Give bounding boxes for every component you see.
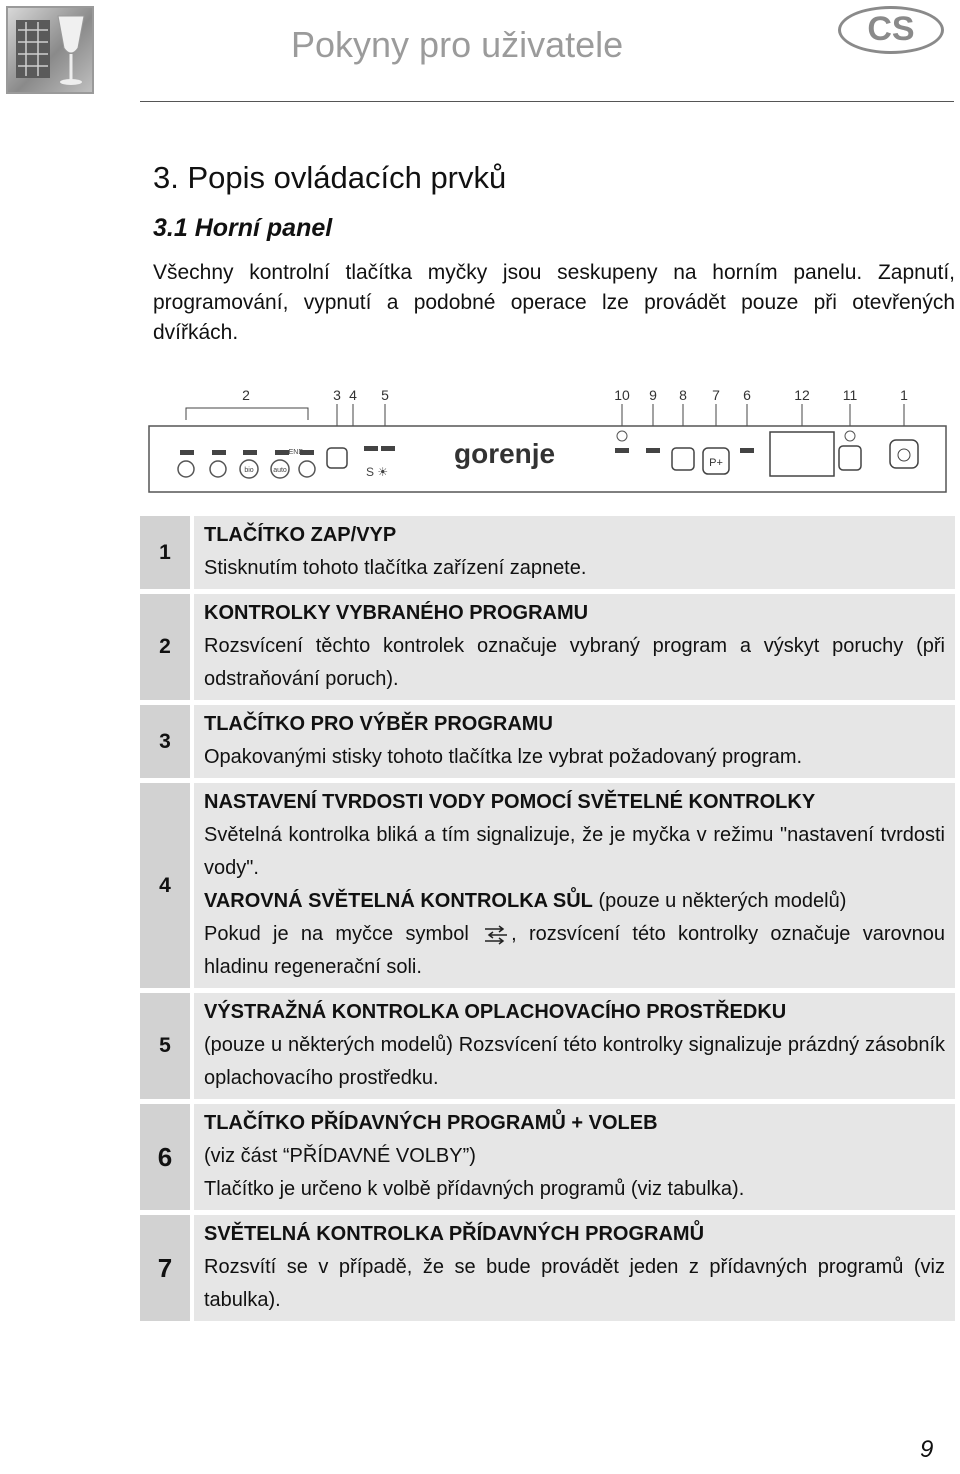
header-logo (6, 6, 94, 94)
page-number: 9 (920, 1436, 934, 1463)
table-row (140, 783, 955, 988)
callout-10: 10 (614, 387, 630, 403)
row-description (194, 783, 955, 988)
callout-numbers (242, 387, 908, 403)
salt-warning-heading: VAROVNÁ SVĚTELNÁ KONTROLKA SŮL (204, 890, 593, 912)
salt-warning-line (204, 885, 945, 918)
callout-12: 12 (794, 387, 810, 403)
row-description (194, 993, 955, 1099)
row-heading: SVĚTELNÁ KONTROLKA PŘÍDAVNÝCH PROGRAMŮ (204, 1223, 705, 1245)
row-text: Opakovanými stisky tohoto tlačítka lze vybrat požadovaný program. (204, 746, 803, 768)
row-number: 1 (140, 516, 190, 589)
row-number: 7 (140, 1215, 190, 1321)
row-description (194, 516, 955, 589)
language-badge: CS (838, 6, 944, 54)
callout-1: 1 (900, 387, 908, 403)
salt-led (364, 446, 378, 451)
subsection-title: 3.1 Horní panel (153, 214, 333, 242)
row-description (194, 1104, 955, 1210)
callout-2: 2 (242, 387, 250, 403)
row-description (194, 1215, 955, 1321)
salt-text-after: , rozsvícení této kontrolky označuje varovnou hladinu regenerační soli. (204, 923, 945, 978)
callout-8: 8 (679, 387, 687, 403)
salt-rinse-symbols: S ☀ (366, 465, 389, 479)
row-number: 3 (140, 705, 190, 778)
row-description (194, 594, 955, 700)
callout-9: 9 (649, 387, 657, 403)
auto-label: auto (273, 467, 287, 474)
row-text: Rozsvítí se v případě, že se bude provádět jeden z přídavných programů (viz tabulka). (204, 1256, 945, 1311)
table-row (140, 594, 955, 700)
row-heading: TLAČÍTKO ZAP/VYP (204, 524, 397, 546)
row-text-extra: Tlačítko je určeno k volbě přídavných programů (viz tabulka). (204, 1178, 745, 1200)
table-row (140, 516, 955, 589)
row-heading: TLAČÍTKO PŘÍDAVNÝCH PROGRAMŮ + VOLEB (204, 1112, 658, 1134)
dishwasher-glass-icon (8, 8, 92, 92)
bio-label: bio (244, 467, 254, 474)
row-number: 6 (140, 1104, 190, 1210)
callout-3: 3 (333, 387, 341, 403)
table-row (140, 1215, 955, 1321)
row-number: 2 (140, 594, 190, 700)
p-plus-label: P+ (709, 457, 723, 469)
controls-table (140, 516, 955, 1326)
row-description (194, 705, 955, 778)
header-title: Pokyny pro uživatele (291, 24, 624, 65)
salt-symbol-icon (481, 924, 511, 946)
table-row (140, 1104, 955, 1210)
led-6 (740, 448, 754, 453)
led-9 (646, 448, 660, 453)
callout-6: 6 (743, 387, 751, 403)
row-text: Rozsvícení těchto kontrolek označuje vybraný program a výskyt poruchy (při odstraňování poruch). (204, 635, 945, 690)
row-heading: TLAČÍTKO PRO VÝBĚR PROGRAMU (204, 713, 553, 735)
row-number: 5 (140, 993, 190, 1099)
salt-warning-text (204, 918, 945, 984)
callout-7: 7 (712, 387, 720, 403)
row-heading: NASTAVENÍ TVRDOSTI VODY POMOCÍ SVĚTELNÉ KONTROLKY (204, 791, 816, 813)
row-text: Světelná kontrolka bliká a tím signalizuje, že je myčka v režimu "nastavení tvrdosti vody". (204, 824, 945, 879)
row-text: Stisknutím tohoto tlačítka zařízení zapnete. (204, 557, 587, 579)
intro-paragraph: Všechny kontrolní tlačítka myčky jsou seskupeny na horním panelu. Zapnutí, programování, vypnutí a podobné operace lze provádět pouze při otevřených dvířkách. (153, 261, 955, 344)
row-text: (pouze u některých modelů) Rozsvícení této kontrolky signalizuje prázdný zásobník oplachovacího prostředku. (204, 1034, 945, 1089)
table-row (140, 993, 955, 1099)
header-divider (140, 101, 954, 102)
row-text: (viz část “PŘÍDAVNÉ VOLBY”) (204, 1145, 476, 1167)
row-heading: VÝSTRAŽNÁ KONTROLKA OPLACHOVACÍHO PROSTŘEDKU (204, 1001, 787, 1023)
section-title: 3. Popis ovládacích prvků (153, 160, 507, 195)
table-row (140, 705, 955, 778)
led-10 (615, 448, 629, 453)
callout-5: 5 (381, 387, 389, 403)
rinse-aid-led (381, 446, 395, 451)
salt-warning-suffix: (pouze u některých modelů) (592, 890, 847, 912)
brand-logo: gorenje (454, 438, 556, 469)
row-number: 4 (140, 783, 190, 988)
callout-4: 4 (349, 387, 357, 403)
callout-11: 11 (842, 387, 858, 403)
salt-text-before: Pokud je na myčce symbol (204, 923, 482, 945)
end-label: END (288, 449, 304, 456)
control-panel-diagram (148, 384, 948, 494)
row-heading: KONTROLKY VYBRANÉHO PROGRAMU (204, 602, 589, 624)
